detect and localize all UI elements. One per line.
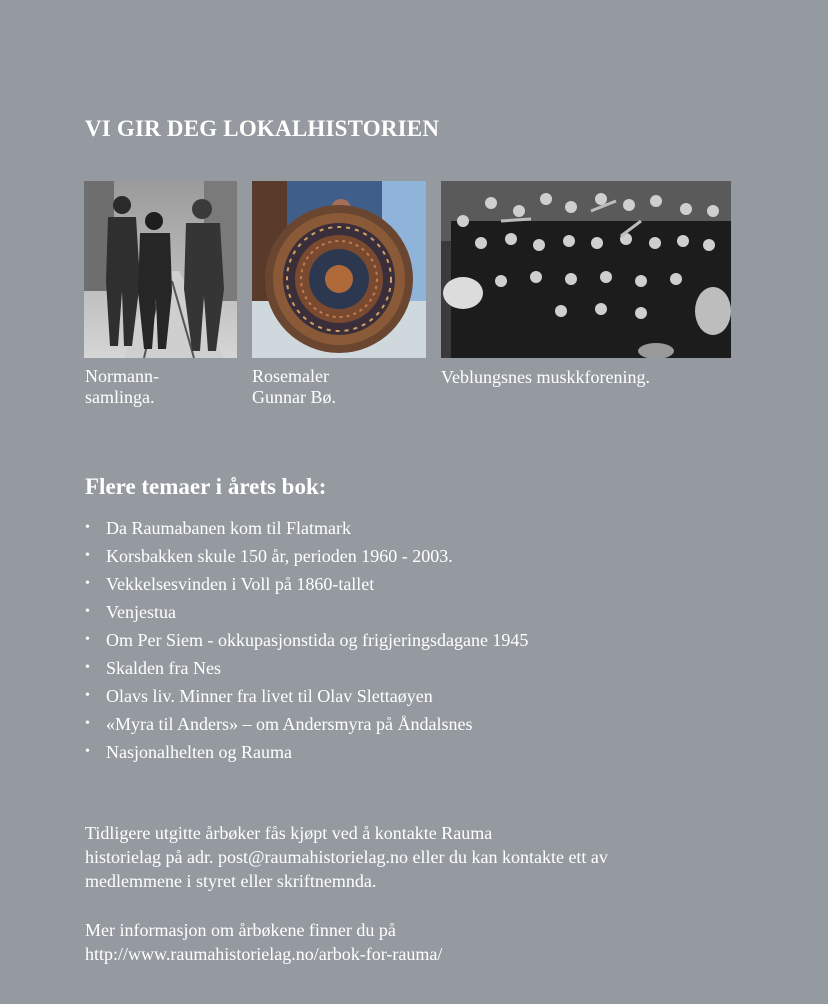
caption-veblungsnes: Veblungsnes muskkforening. [441,367,650,387]
themes-list [85,514,528,766]
bullet-icon: • [85,604,90,619]
bullet-icon: • [85,548,90,563]
bullet-icon: • [85,576,90,591]
more-info: Mer informasjon om årbøkene finner du på http://www.raumahistorielag.no/arbok-for-rauma/ [85,918,725,966]
photo-rosemaler [252,181,426,358]
list-item: • Venjestua [85,598,528,626]
photo-normann-samlinga [84,181,237,358]
list-item: • «Myra til Anders» – om Andersmyra på Åndalsnes [85,710,528,738]
list-item: • Olavs liv. Minner fra livet til Olav Slettaøyen [85,682,528,710]
bullet-icon: • [85,660,90,675]
list-item: • Om Per Siem - okkupasjonstida og frigjeringsdagane 1945 [85,626,528,654]
photo-veblungsnes-musikkforening [441,181,731,358]
list-item: • Vekkelsesvinden i Voll på 1860-tallet [85,570,528,598]
bullet-icon: • [85,520,90,535]
website-link[interactable]: http://www.raumahistorielag.no/arbok-for-rauma/ [85,944,443,964]
bullet-icon: • [85,716,90,731]
bullet-icon: • [85,688,90,703]
caption-rosemaler: Rosemaler Gunnar Bø. [252,366,336,407]
page-heading: VI GIR DEG LOKALHISTORIEN [85,116,440,141]
list-item: • Skalden fra Nes [85,654,528,682]
bullet-icon: • [85,632,90,647]
themes-title: Flere temaer i årets bok: [85,474,327,499]
list-item: • Korsbakken skule 150 år, perioden 1960 - 2003. [85,542,528,570]
caption-normann-samlinga: Normann- samlinga. [85,366,159,407]
purchase-info: Tidligere utgitte årbøker fås kjøpt ved å kontakte Rauma historielag på adr. post@raumahistorielag.no eller du kan kontakte ett av medlemmene i styret eller skriftnemnda. [85,821,725,893]
bullet-icon: • [85,744,90,759]
email-link[interactable]: historielag på adr. post@raumahistorielag.no eller du kan kontakte ett av [85,847,608,867]
list-item: • Nasjonalhelten og Rauma [85,738,528,766]
list-item: • Da Raumabanen kom til Flatmark [85,514,528,542]
